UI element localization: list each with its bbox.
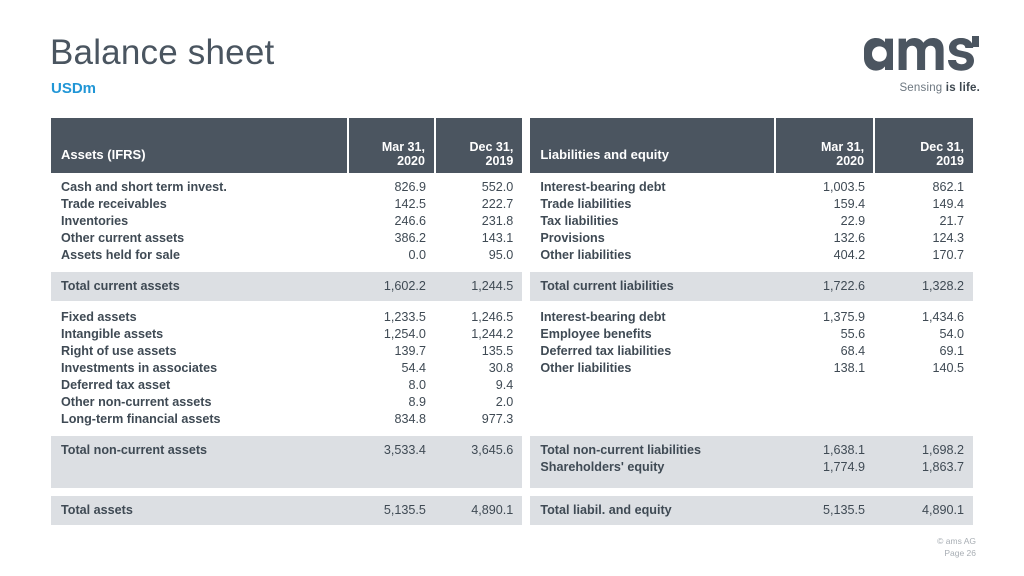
- row-value-1: 54.4: [401, 361, 426, 375]
- total-liab-equity-value-1: 5,135.5: [775, 502, 874, 519]
- row-label: Intangible assets: [61, 327, 164, 341]
- row-value-1: 139.7: [394, 344, 426, 358]
- row-gap: [522, 377, 530, 394]
- row-label: Investments in associates: [61, 361, 218, 375]
- row-value-1: 8.9: [408, 395, 426, 409]
- tagline-pre: Sensing: [899, 82, 946, 94]
- row-gap: [522, 502, 530, 519]
- table-row: [51, 377, 973, 394]
- total-current-assets-value-1: 1,602.2: [348, 278, 435, 295]
- row-label: Deferred tax asset: [61, 378, 171, 392]
- total-assets-label: Total assets: [51, 502, 348, 519]
- total-noncurrent-assets-value-1: 3,533.4: [348, 442, 435, 459]
- total-noncurrent-assets-value-2: 3,645.6: [435, 442, 522, 459]
- row-value-2: 69.1: [939, 344, 964, 358]
- row-value-2: 862.1: [932, 180, 964, 194]
- header-assets-label: Assets (IFRS): [51, 118, 348, 173]
- row-value-2: 222.7: [481, 197, 514, 211]
- row-label: Long-term financial assets: [61, 412, 221, 426]
- spacer: [51, 488, 973, 496]
- page-subtitle: USDm: [51, 80, 97, 97]
- row-gap: [522, 442, 530, 459]
- header-liab-col1: [775, 118, 874, 173]
- total-liab-equity-value-2: 4,890.1: [874, 502, 973, 519]
- header-assets-col1: [348, 118, 435, 173]
- row-label: Deferred tax liabilities: [540, 344, 672, 358]
- row-value-1: 404.2: [833, 248, 866, 262]
- grand-total-row: [51, 502, 973, 519]
- spacer: [51, 428, 973, 436]
- row-gap: [522, 394, 530, 411]
- row-label: Trade receivables: [61, 197, 167, 211]
- row-value-2: 135.5: [481, 344, 514, 358]
- row-value-2: [874, 411, 973, 428]
- row-label: Right of use assets: [61, 344, 177, 358]
- slide-footer: [937, 536, 976, 559]
- row-value-2: 30.8: [488, 361, 514, 375]
- row-value-2: 977.3: [481, 412, 514, 426]
- empty-cell: [435, 459, 522, 476]
- table-header-row: [51, 118, 973, 173]
- row-value-1: 159.4: [833, 197, 866, 211]
- row-value-2: 140.5: [932, 361, 964, 375]
- row-label: [530, 394, 775, 411]
- total-noncurrent-liabilities-label: Total non-current liabilities: [530, 442, 775, 459]
- row-value-2: 143.1: [481, 231, 514, 245]
- ams-logo: [862, 30, 980, 94]
- row-value-1: 1,254.0: [383, 327, 426, 341]
- row-value-1: 55.6: [840, 327, 866, 341]
- header-liab-col2: [874, 118, 973, 173]
- row-value-1: 68.4: [840, 344, 866, 358]
- row-value-1: 386.2: [394, 231, 426, 245]
- empty-cell: [348, 459, 435, 476]
- header-assets-col1-line1: Mar 31,: [381, 139, 425, 154]
- row-label: Interest-bearing debt: [540, 180, 666, 194]
- table-row: [51, 213, 973, 230]
- row-label: Employee benefits: [540, 327, 652, 341]
- spacer: [51, 301, 973, 309]
- header-liab-col2-line2: 2019: [936, 153, 964, 168]
- row-gap: [522, 326, 530, 343]
- row-value-2: 124.3: [932, 231, 964, 245]
- table-row: [51, 394, 973, 411]
- row-gap: [522, 278, 530, 295]
- row-value-2: 54.0: [939, 327, 964, 341]
- shareholders-equity-value-1: 1,774.9: [775, 459, 874, 476]
- balance-sheet-table: [51, 118, 973, 525]
- table-row: [51, 309, 973, 326]
- shareholders-equity-row: [51, 459, 973, 476]
- header-assets-col2: [435, 118, 522, 173]
- row-value-2: 9.4: [495, 378, 514, 392]
- table-row: [51, 196, 973, 213]
- row-value-2: [874, 377, 973, 394]
- total-noncurrent-liabilities-value-1: 1,638.1: [775, 442, 874, 459]
- row-label: Other liabilities: [540, 361, 632, 375]
- table-row: [51, 343, 973, 360]
- shareholders-equity-value-2: 1,863.7: [874, 459, 973, 476]
- row-value-1: 138.1: [833, 361, 866, 375]
- row-gap: [522, 411, 530, 428]
- total-noncurrent-assets-label: Total non-current assets: [51, 442, 348, 459]
- total-current-assets-value-2: 1,244.5: [435, 278, 522, 295]
- row-gap: [522, 459, 530, 476]
- table-row: [51, 360, 973, 377]
- row-label: Other current assets: [61, 231, 185, 245]
- row-label: Interest-bearing debt: [540, 310, 666, 324]
- page-number: Page 26: [944, 547, 976, 558]
- table-row: [51, 411, 973, 428]
- total-noncurrent-liabilities-value-2: 1,698.2: [874, 442, 973, 459]
- header-liab-col1-line2: 2020: [836, 153, 865, 168]
- empty-cell: [51, 459, 348, 476]
- row-value-1: 1,233.5: [383, 310, 426, 324]
- row-gap: [522, 343, 530, 360]
- header-liabilities-label: Liabilities and equity: [530, 118, 775, 173]
- total-current-liabilities-label: Total current liabilities: [530, 278, 775, 295]
- row-value-2: 231.8: [481, 214, 514, 228]
- row-value-2: [874, 394, 973, 411]
- row-label: Fixed assets: [61, 310, 137, 324]
- row-value-2: 1,244.2: [471, 327, 514, 341]
- row-value-1: 0.0: [408, 248, 426, 262]
- row-value-2: 95.0: [488, 248, 514, 262]
- row-value-2: 1,246.5: [471, 310, 514, 324]
- row-value-2: 149.4: [932, 197, 964, 211]
- row-gap: [522, 309, 530, 326]
- row-label: Assets held for sale: [61, 248, 180, 262]
- row-gap: [522, 360, 530, 377]
- row-label: [530, 411, 775, 428]
- total-current-assets-label: Total current assets: [51, 278, 348, 295]
- total-liab-equity-label: Total liabil. and equity: [530, 502, 775, 519]
- table-row: [51, 326, 973, 343]
- row-value-1: 246.6: [394, 214, 426, 228]
- row-value-1: [775, 411, 874, 428]
- row-value-1: 1,375.9: [823, 310, 866, 324]
- row-value-2: 21.7: [939, 214, 964, 228]
- page-title: Balance sheet: [50, 33, 275, 72]
- row-value-1: 826.9: [394, 180, 426, 194]
- ams-tagline: [862, 82, 980, 94]
- row-value-2: 1,434.6: [921, 310, 964, 324]
- row-gap: [522, 196, 530, 213]
- header-assets-col2-line1: Dec 31,: [469, 139, 514, 154]
- copyright: © ams AG: [937, 536, 976, 547]
- row-gap: [522, 230, 530, 247]
- row-gap: [522, 179, 530, 196]
- row-value-2: 170.7: [932, 248, 964, 262]
- row-value-1: 834.8: [394, 412, 426, 426]
- row-label: [530, 377, 775, 394]
- total-current-liabilities-value-1: 1,722.6: [775, 278, 874, 295]
- total-assets-value-2: 4,890.1: [435, 502, 522, 519]
- row-value-1: 22.9: [840, 214, 866, 228]
- total-current-row: [51, 278, 973, 295]
- header-assets-col1-line2: 2020: [397, 153, 425, 168]
- table-row: [51, 230, 973, 247]
- row-label: Other liabilities: [540, 248, 632, 262]
- row-value-2: 552.0: [481, 180, 514, 194]
- row-value-1: [775, 377, 874, 394]
- shareholders-equity-label: Shareholders' equity: [530, 459, 775, 476]
- total-noncurrent-row: [51, 442, 973, 459]
- row-value-1: 8.0: [408, 378, 426, 392]
- table-row: [51, 247, 973, 264]
- header-assets-col2-line2: 2019: [485, 153, 514, 168]
- row-label: Trade liabilities: [540, 197, 632, 211]
- row-label: Tax liabilities: [540, 214, 619, 228]
- row-gap: [522, 247, 530, 264]
- total-current-liabilities-value-2: 1,328.2: [874, 278, 973, 295]
- spacer: [51, 264, 973, 272]
- row-label: Other non-current assets: [61, 395, 212, 409]
- row-label: Provisions: [540, 231, 605, 245]
- ams-wordmark-icon: [862, 30, 980, 79]
- header-liab-col2-line1: Dec 31,: [920, 139, 964, 154]
- row-value-1: 1,003.5: [823, 180, 866, 194]
- header-liab-col1-line1: Mar 31,: [820, 139, 865, 154]
- row-value-1: [775, 394, 874, 411]
- grand-total-pad: [51, 519, 973, 525]
- table-row: [51, 179, 973, 196]
- header-gap: [522, 118, 530, 173]
- row-label: Cash and short term invest.: [61, 180, 227, 194]
- row-value-1: 142.5: [394, 197, 426, 211]
- tagline-bold: is life.: [945, 82, 980, 94]
- row-value-2: 2.0: [495, 395, 514, 409]
- row-gap: [522, 213, 530, 230]
- row-label: Inventories: [61, 214, 129, 228]
- row-value-1: 132.6: [833, 231, 866, 245]
- total-assets-value-1: 5,135.5: [348, 502, 435, 519]
